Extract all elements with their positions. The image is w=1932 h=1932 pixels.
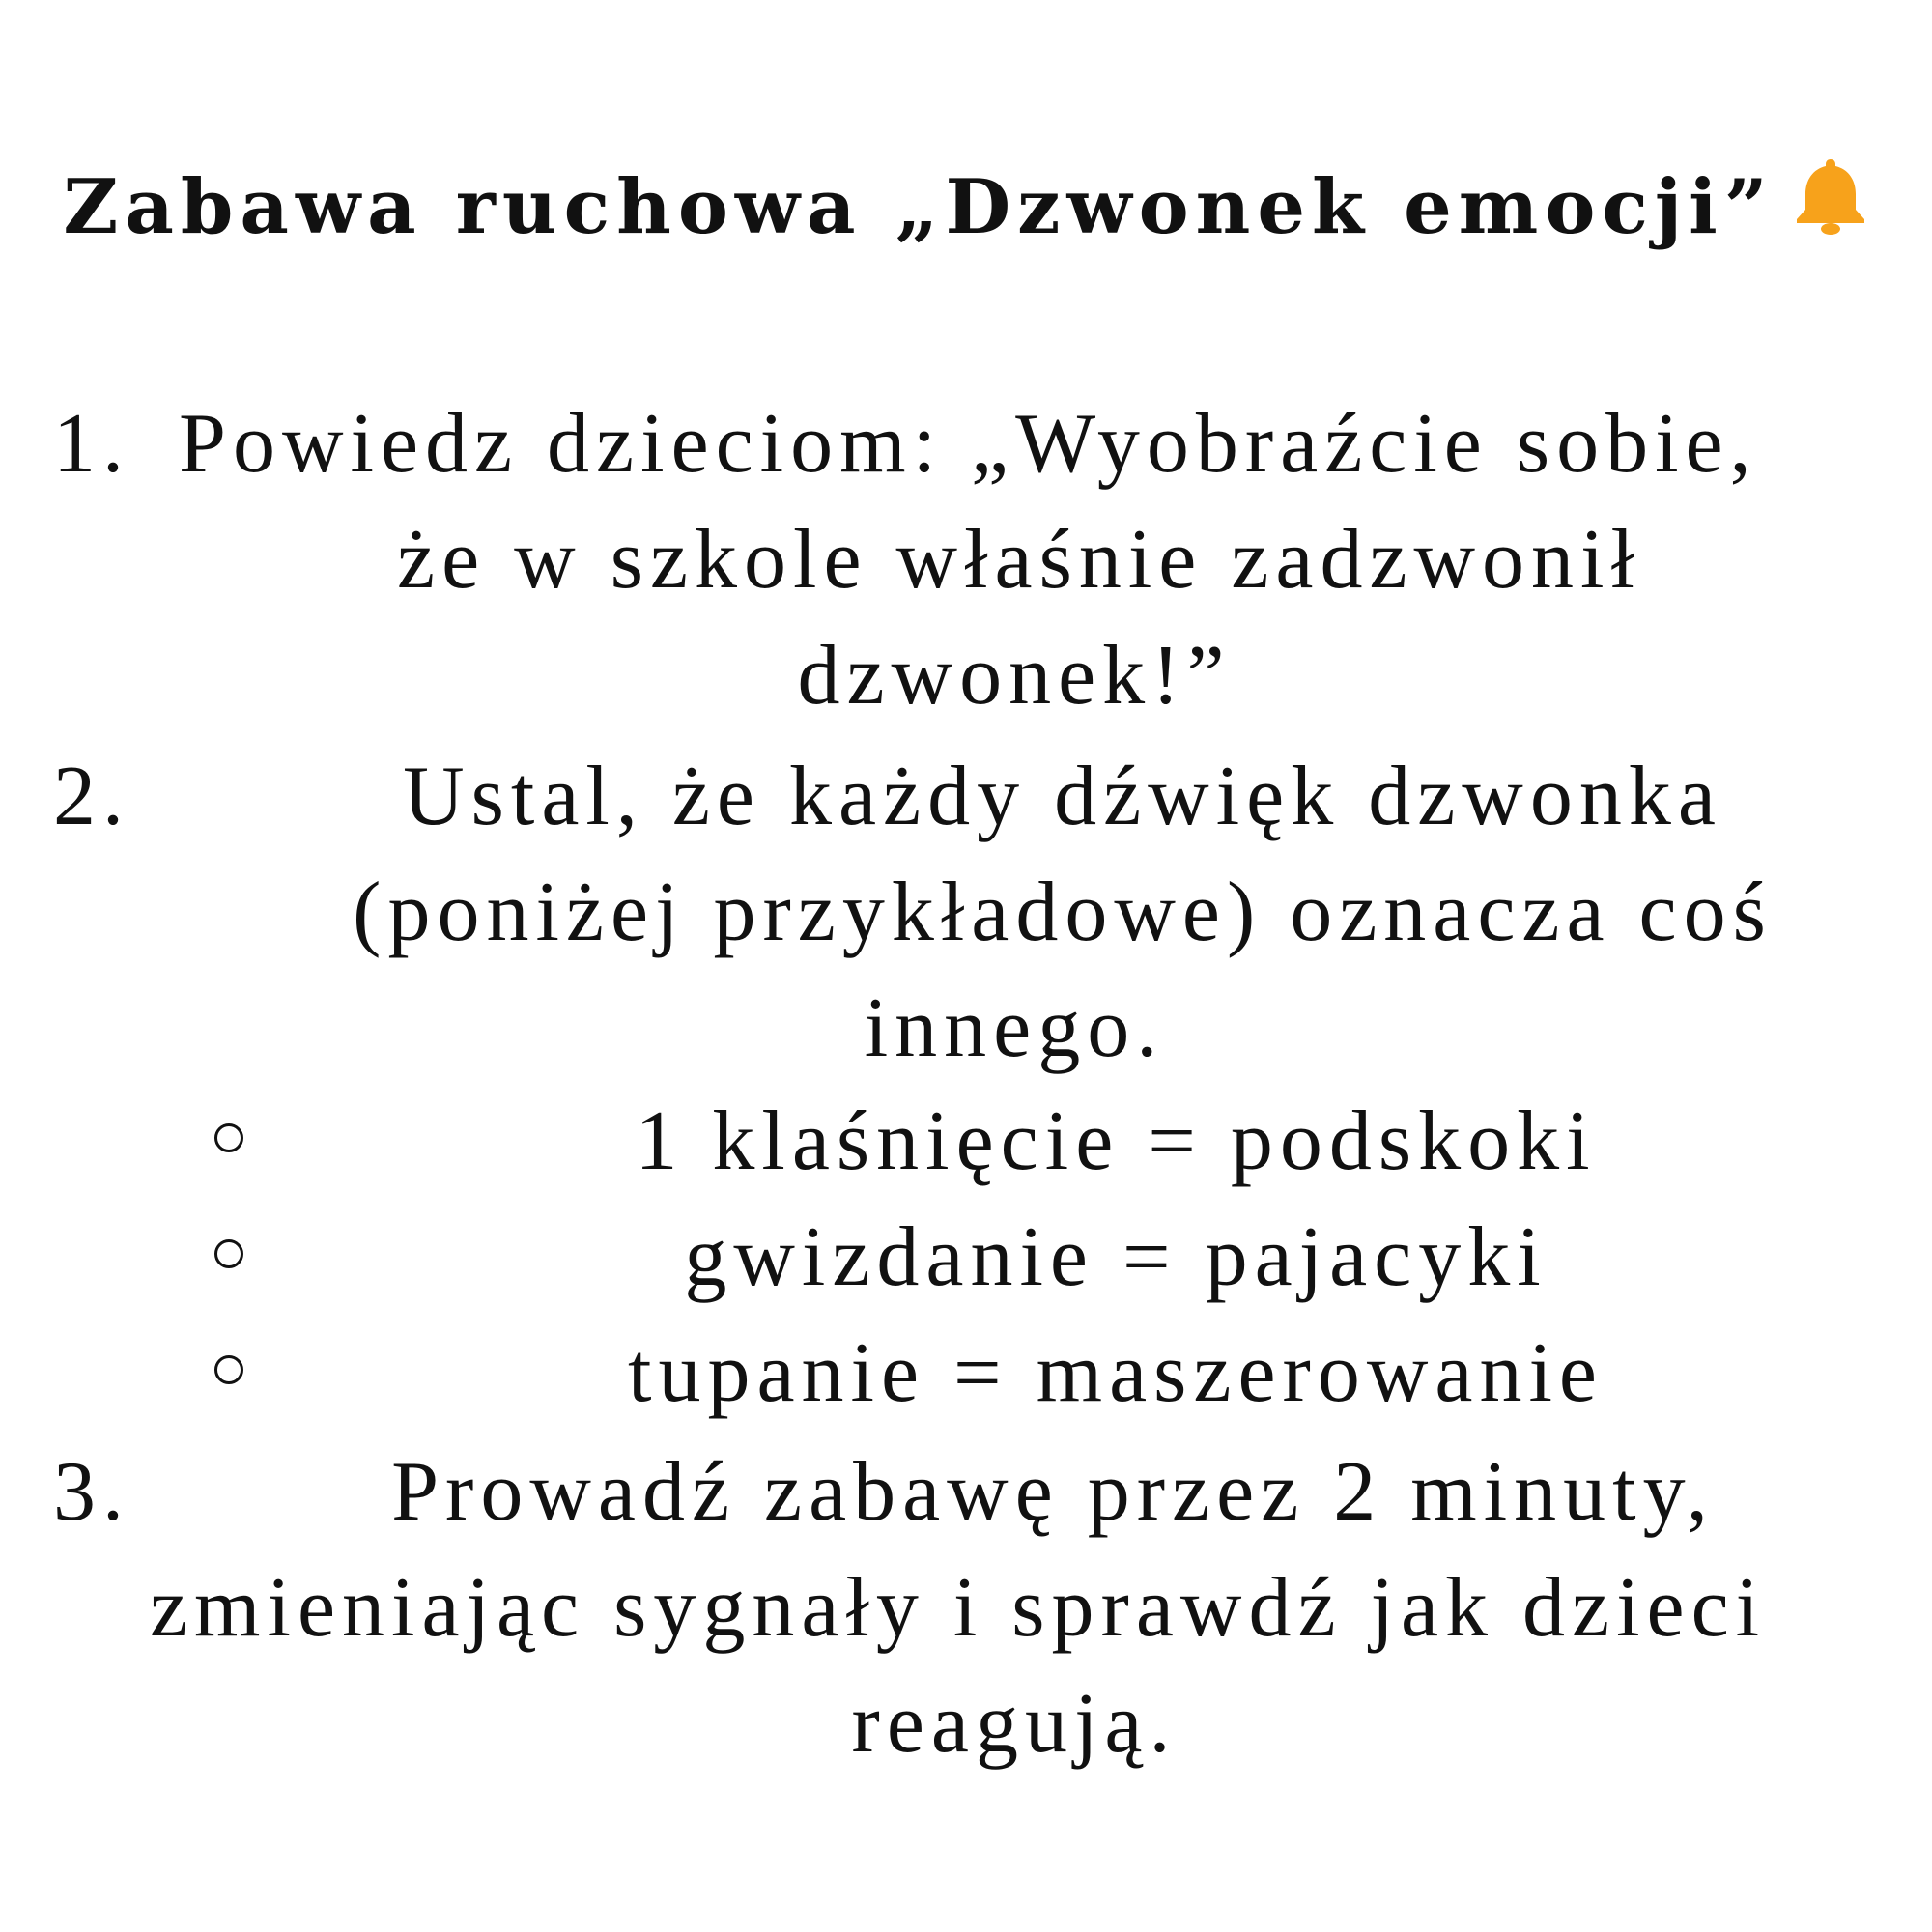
step-2-line-3: innego. — [864, 981, 1165, 1075]
bullet-icon — [214, 1355, 243, 1384]
step-3-number: 3. — [53, 1445, 130, 1539]
step-2-number: 2. — [53, 750, 130, 843]
step-1-number: 1. — [53, 397, 130, 491]
step-1-line-2: że w szkole właśnie zadzwonił — [397, 513, 1641, 607]
step-1-line-3: dzwonek!” — [797, 629, 1232, 723]
step-3-line-1: Prowadź zabawę przez 2 minuty, — [391, 1445, 1715, 1539]
sub-item-2: gwizdanie = pajacyki — [684, 1210, 1548, 1304]
sub-item-3: tupanie = maszerowanie — [628, 1326, 1604, 1420]
title-text: Zabawa ruchowa „Dzwonek emocji” — [63, 163, 1775, 251]
step-1-line-1: Powiedz dzieciom: „Wyobraźcie sobie, — [179, 397, 1758, 491]
bell-icon — [1792, 156, 1869, 260]
document-title — [0, 159, 1932, 266]
bullet-icon — [214, 1123, 243, 1152]
step-3-line-3: reagują. — [851, 1677, 1178, 1771]
step-2-line-1: Ustal, że każdy dźwięk dzwonka — [403, 750, 1722, 843]
step-3-line-2: zmieniając sygnały i sprawdź jak dzieci — [150, 1561, 1767, 1655]
bullet-icon — [214, 1239, 243, 1268]
step-2-line-2: (poniżej przykładowe) oznacza coś — [353, 866, 1773, 959]
sub-item-1: 1 klaśnięcie = podskoki — [635, 1094, 1597, 1188]
